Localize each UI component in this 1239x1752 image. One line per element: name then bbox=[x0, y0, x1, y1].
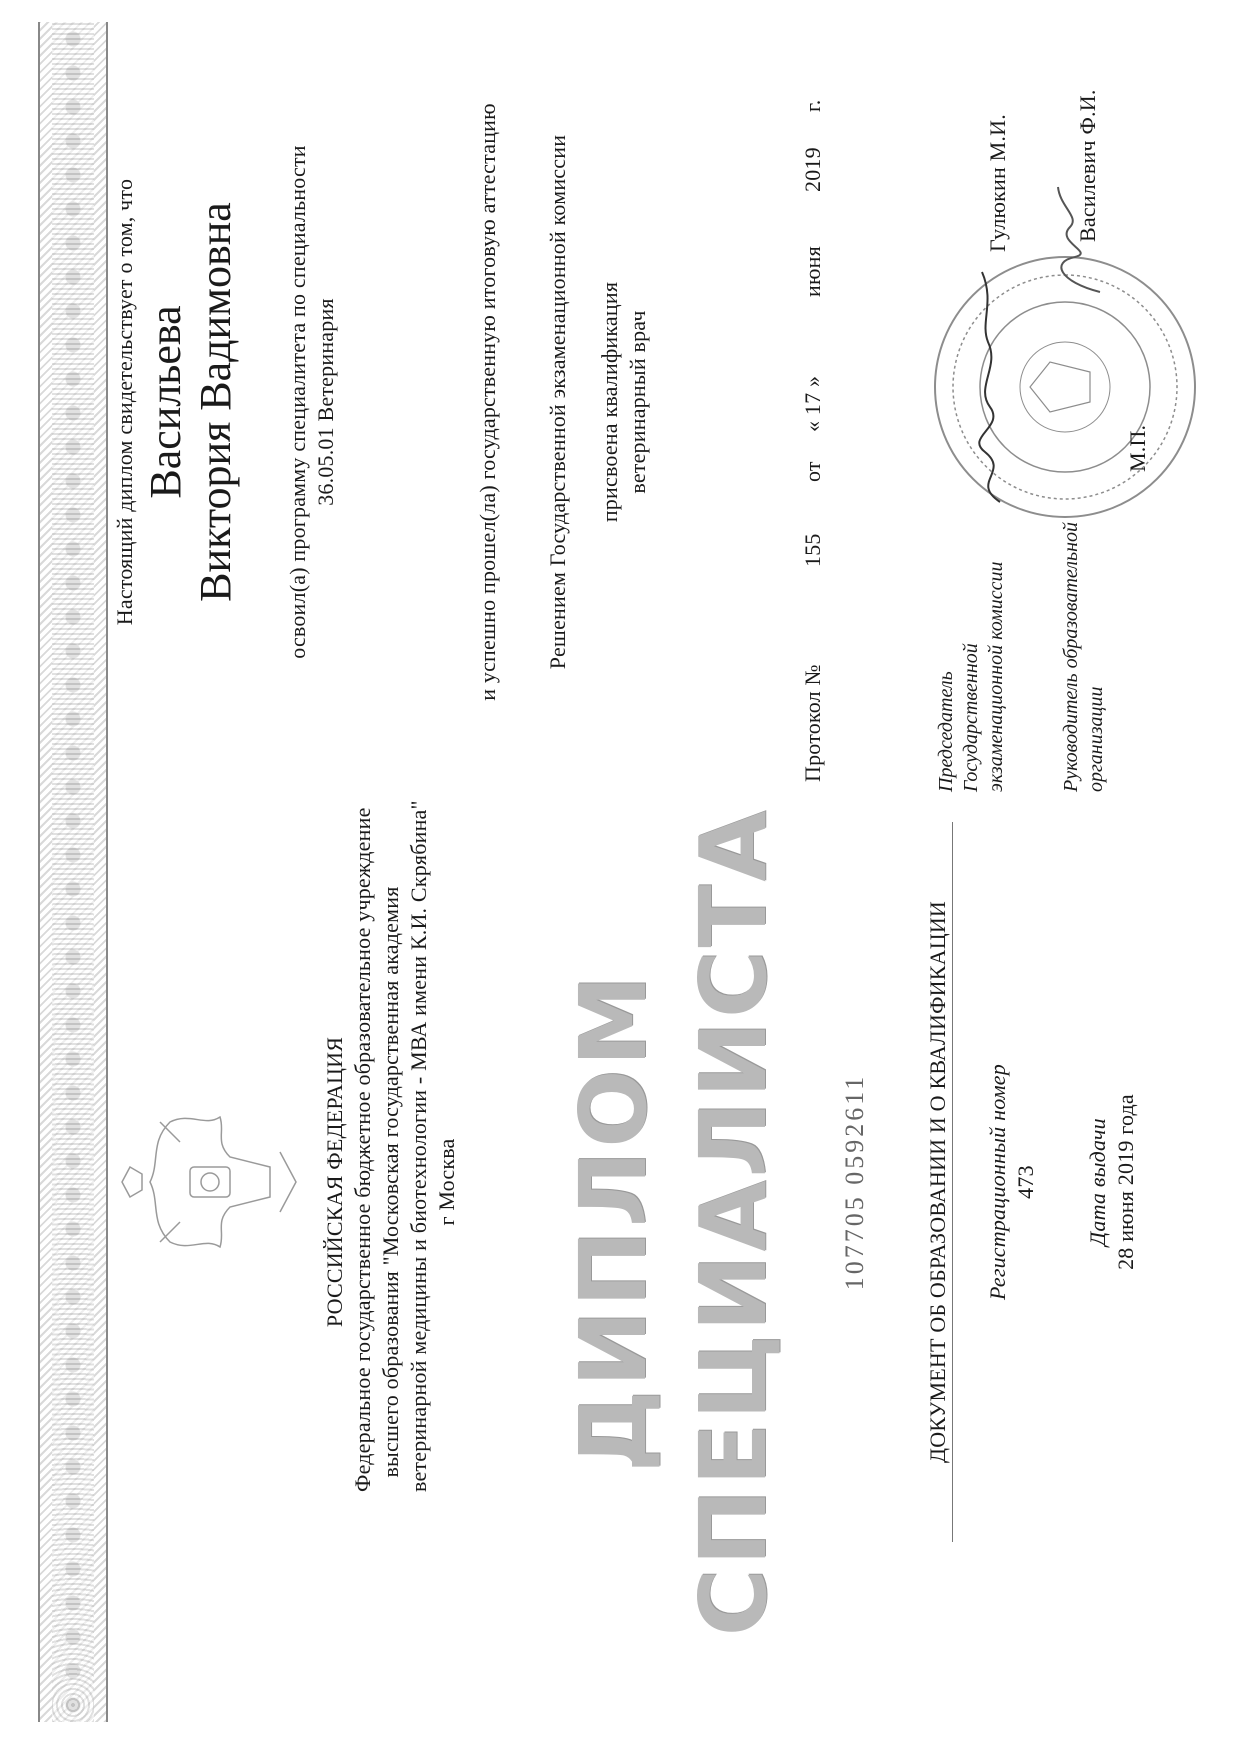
chair-signature bbox=[960, 267, 1020, 507]
head-title-line-2: организации bbox=[1085, 686, 1107, 792]
intro-text: Настоящий диплом свидетельствует о том, что bbox=[112, 178, 137, 626]
protocol-year: 2019 bbox=[800, 147, 825, 192]
diploma-serial-number: 107705 0592611 bbox=[840, 1073, 869, 1291]
org-line-2: высшего образования "Московская государственная академия bbox=[378, 886, 403, 1478]
seal-place-mark: М.П. bbox=[1125, 424, 1150, 472]
protocol-from-label: от bbox=[800, 461, 825, 482]
org-line-1: Федеральное государственное бюджетное образовательное учреждение bbox=[350, 807, 375, 1492]
protocol-number: 155 bbox=[800, 533, 825, 567]
org-line-3: ветеринарной медицины и биотехнологии - МВА имени К.И. Скрябина" bbox=[406, 800, 431, 1492]
coat-of-arms-emblem bbox=[120, 1082, 300, 1282]
protocol-month: июня bbox=[800, 246, 825, 297]
graduate-given-names: Виктория Вадимовна bbox=[191, 202, 240, 602]
program-text: освоил(а) программу специалитета по специальности bbox=[285, 145, 310, 659]
head-title-line-1: Руководитель образовательной bbox=[1060, 521, 1082, 792]
specialty: 36.05.01 Ветеринария bbox=[313, 298, 338, 506]
protocol-label: Протокол № bbox=[800, 664, 825, 782]
graduate-surname: Васильева bbox=[141, 305, 190, 499]
qualification-label: присвоена квалификация bbox=[597, 281, 622, 523]
protocol-year-suffix: г. bbox=[800, 99, 825, 112]
issue-date-label: Дата выдачи bbox=[1085, 1118, 1110, 1246]
country-name: РОССИЙСКАЯ ФЕДЕРАЦИЯ bbox=[322, 1036, 347, 1328]
issue-date: 28 июня 2019 года bbox=[1113, 1094, 1138, 1270]
ornament-pattern bbox=[52, 22, 94, 1722]
qualification: ветеринарный врач bbox=[625, 310, 650, 494]
chair-title-line-2: Государственной bbox=[960, 643, 982, 792]
diploma-title-line-2: СПЕЦИАЛИСТА bbox=[680, 807, 787, 1637]
registration-label: Регистрационный номер bbox=[985, 1064, 1010, 1300]
document-type: ДОКУМЕНТ ОБ ОБРАЗОВАНИИ И О КВАЛИФИКАЦИИ bbox=[925, 901, 950, 1464]
attestation-text: и успешно прошел(ла) государственную итоговую аттестацию bbox=[475, 103, 500, 701]
chair-title-line-3: экзаменационной комиссии bbox=[985, 561, 1007, 792]
doc-type-underline bbox=[952, 822, 953, 1542]
ornamental-border bbox=[38, 22, 108, 1722]
protocol-day: « 17 » bbox=[800, 375, 825, 432]
head-name: Василевич Ф.И. bbox=[1075, 89, 1100, 242]
diploma-title-line-1: ДИПЛОМ bbox=[560, 971, 667, 1473]
registration-number: 473 bbox=[1013, 1165, 1038, 1199]
chair-title-line-1: Председатель bbox=[935, 671, 957, 792]
chair-name: Гулюкин М.И. bbox=[985, 114, 1010, 252]
city: г Москва bbox=[434, 1138, 459, 1226]
commission-text: Решением Государственной экзаменационной комиссии bbox=[545, 134, 570, 670]
